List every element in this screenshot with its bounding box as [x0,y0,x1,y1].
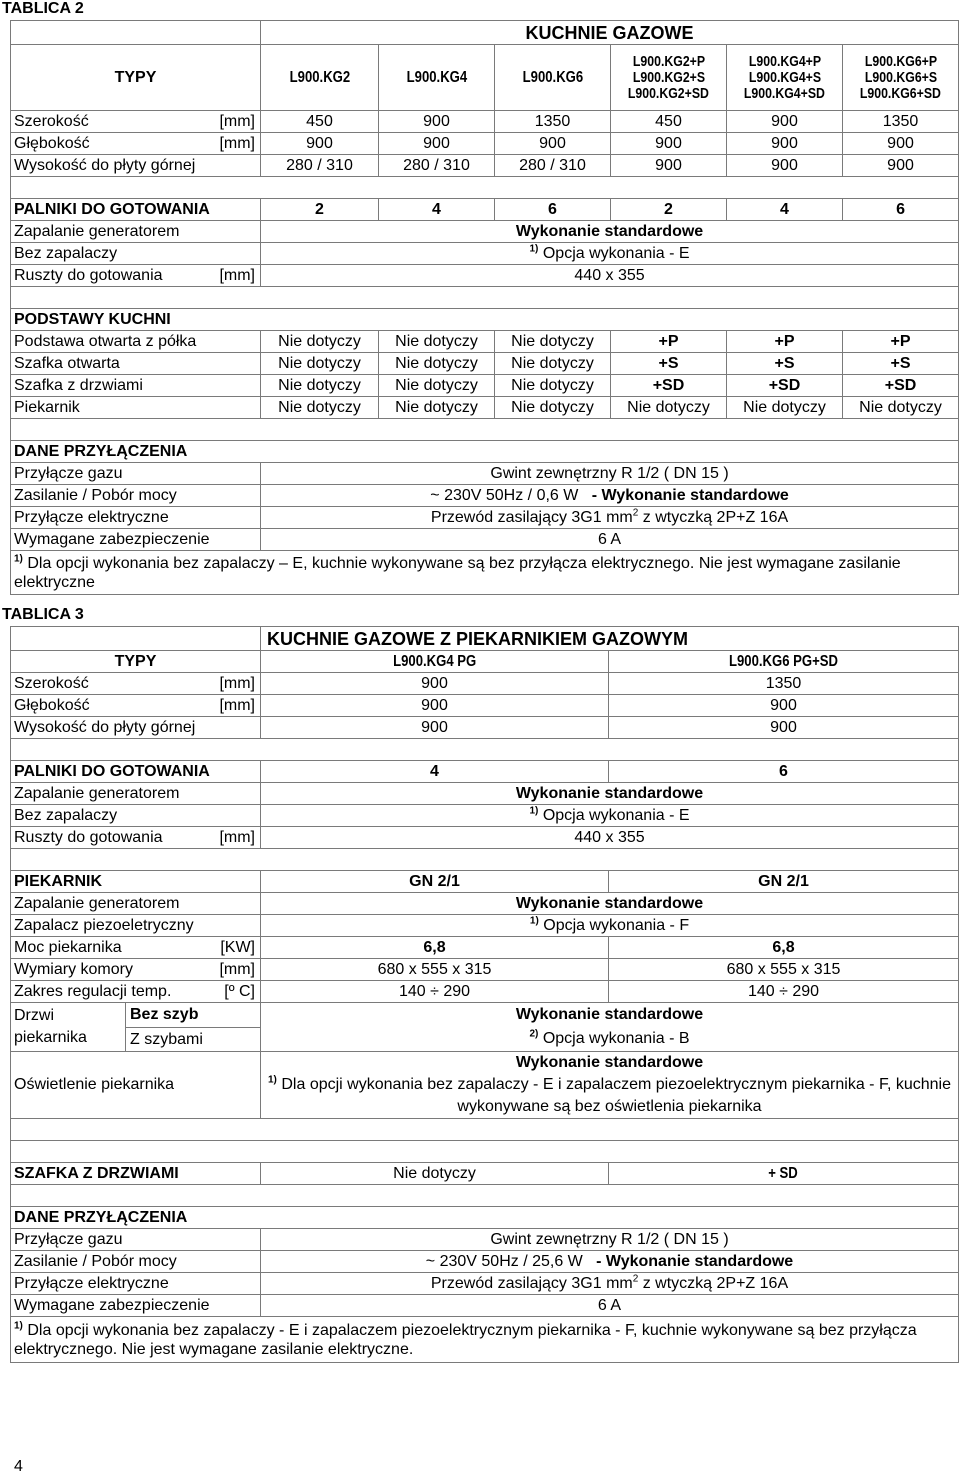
types-row: TYPY L900.KG4 PG L900.KG6 PG+SD [11,651,959,673]
oven-row: PIEKARNIK GN 2/1 GN 2/1 [11,871,959,893]
type-header: L900.KG4 PG [392,652,477,670]
cabinet-row: SZAFKA Z DRZWIAMI Nie dotyczy + SD [11,1163,959,1185]
table2-caption: TABLICA 2 [2,0,84,17]
dim-row-height: Wysokość do płyty górnej 280 / 310 280 / 310 280 / 310 900 900 900 [11,155,959,177]
piezo-row: Zapalacz piezoeletryczny $^{1)}$ Opcja wykonania - F [11,915,959,937]
type-header: L900.KG6 [522,68,583,86]
page-number: 4 [14,1458,23,1475]
table2 [10,20,959,595]
table3 [10,626,959,1363]
oven-light-row: Oświetlenie piekarnika Wykonanie standardowe $^{1)}$ Dla opcji wykonania bez zapalaczy - E i zapalaczem piezoelektrycznym piekarnika - F, kuchnie wykonywane są bez oświetlenia piekarnika [11,1052,959,1119]
ignition-row: Zapalanie generatorem Wykonanie standardowe [11,783,959,805]
fuse-row: Wymagane zabezpieczenie 6 A [11,1295,959,1317]
chamber-row: Wymiary komory [mm] 680 x 555 x 315 680 x 555 x 315 [11,959,959,981]
power-row: Zasilanie / Pobór mocy ~ 230V 50Hz / 0,6 W - Wykonanie standardowe [11,485,959,507]
table3-footnote: $^{1)}$ Dla opcji wykonania bez zapalaczy - E i zapalaczem piezoelektrycznym piekarnika - F, kuchnie wykonywane są bez przyłącza elektrycznego. Nie jest wymagane zasilanie elektryczne. [11,1317,959,1363]
base-row: Szafka otwarta Nie dotyczy Nie dotyczy Nie dotyczy +S +S +S [11,353,959,375]
oven-power-row: Moc piekarnika [KW] 6,8 6,8 [11,937,959,959]
no-igniter-row: Bez zapalaczy $^{1)}$ Opcja wykonania - E [11,805,959,827]
table2-footnote: $^{1)}$ Dla opcji wykonania bez zapalaczy – E, kuchnie wykonywane są bez przyłącza elektrycznego. Nie jest wymagane zasilanie elektryczne [11,551,959,595]
electric-connection-row: Przyłącze elektryczne Przewód zasilający 3G1 $mm^2$ z wtyczką 2P+Z 16A [11,1273,959,1295]
connection-header: DANE PRZYŁĄCZENIA [11,1207,959,1229]
door-row: Drzwi piekarnika Bez szyb Z szybami Wykonanie standardowe $^{2)}$ Opcja wykonania - B [11,1003,959,1052]
type-header: L900.KG6 PG+SD [728,652,839,670]
type-header-group: L900.KG4+P L900.KG4+S L900.KG4+SD [727,45,843,111]
grates-row: Ruszty do gotowania [mm] 440 x 355 [11,827,959,849]
gas-connection-row: Przyłącze gazu Gwint zewnętrzny R 1/2 ( DN 15 ) [11,463,959,485]
table2-title: KUCHNIE GAZOWE [261,21,959,45]
base-row: Szafka z drzwiami Nie dotyczy Nie dotyczy Nie dotyczy +SD +SD +SD [11,375,959,397]
burners-row: PALNIKI DO GOTOWANIA 4 6 [11,761,959,783]
base-row: Piekarnik Nie dotyczy Nie dotyczy Nie dotyczy Nie dotyczy Nie dotyczy Nie dotyczy [11,397,959,419]
dim-row-depth: Głębokość [mm] 900 900 [11,695,959,717]
type-header-group: L900.KG2+P L900.KG2+S L900.KG2+SD [611,45,727,111]
table3-caption: TABLICA 3 [2,606,84,623]
fuse-row: Wymagane zabezpieczenie 6 A [11,529,959,551]
types-label: TYPY [11,45,261,111]
power-row: Zasilanie / Pobór mocy ~ 230V 50Hz / 25,6 W - Wykonanie standardowe [11,1251,959,1273]
dim-row-width: Szerokość [mm] 450 900 1350 450 900 1350 [11,111,959,133]
electric-connection-row: Przyłącze elektryczne Przewód zasilający 3G1 $mm^2$ z wtyczką 2P+Z 16A [11,507,959,529]
dim-row-height: Wysokość do płyty górnej 900 900 [11,717,959,739]
dim-row-width: Szerokość [mm] 900 1350 [11,673,959,695]
type-header-group: L900.KG6+P L900.KG6+S L900.KG6+SD [843,45,959,111]
oven-ignition-row: Zapalanie generatorem Wykonanie standardowe [11,893,959,915]
table3-title: KUCHNIE GAZOWE Z PIEKARNIKIEM GAZOWYM [261,627,959,651]
no-igniter-row: Bez zapalaczy $^{1)}$ Opcja wykonania - E [11,243,959,265]
type-header: L900.KG4 [406,68,467,86]
burners-row: PALNIKI DO GOTOWANIA 2 4 6 2 4 6 [11,199,959,221]
dim-row-depth: Głębokość [mm] 900 900 900 900 900 900 [11,133,959,155]
temp-row: Zakres regulacji temp. [º C] 140 ÷ 290 140 ÷ 290 [11,981,959,1003]
gas-connection-row: Przyłącze gazu Gwint zewnętrzny R 1/2 ( DN 15 ) [11,1229,959,1251]
grates-row: Ruszty do gotowania [mm] 440 x 355 [11,265,959,287]
connection-header: DANE PRZYŁĄCZENIA [11,441,959,463]
ignition-row: Zapalanie generatorem Wykonanie standardowe [11,221,959,243]
base-row: Podstawa otwarta z półka Nie dotyczy Nie dotyczy Nie dotyczy +P +P +P [11,331,959,353]
type-header: L900.KG2 [289,68,350,86]
bases-header: PODSTAWY KUCHNI [11,309,959,331]
